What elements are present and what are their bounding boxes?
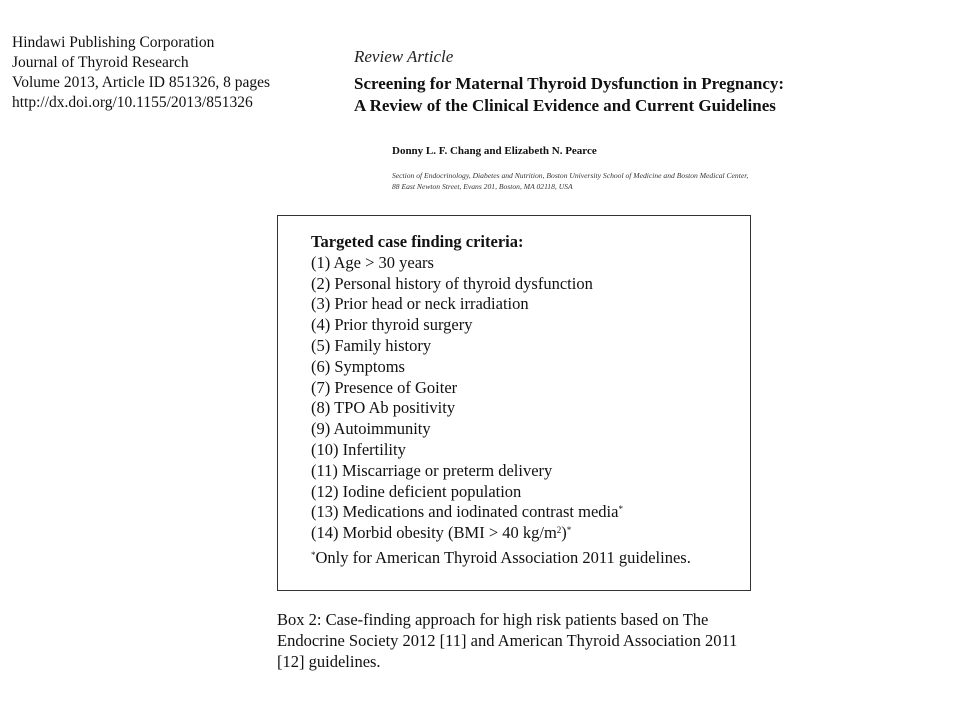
box-caption — [277, 609, 757, 672]
criteria-item: (1) Age > 30 years — [311, 252, 434, 272]
criteria-item-14-text: (14) Morbid obesity (BMI > 40 kg/m — [311, 523, 557, 543]
article-title — [354, 73, 784, 117]
affiliation-line-1: Section of Endocrinology, Diabetes and Nutrition, Boston University School of Medicine and Boston Medical Center, — [392, 171, 749, 180]
affiliation-line-2: 88 East Newton Street, Evans 201, Boston, MA 02118, USA — [392, 182, 573, 191]
criteria-box — [277, 215, 751, 591]
journal-name: Journal of Thyroid Research — [12, 54, 189, 71]
criteria-item-13 — [311, 502, 691, 523]
caption-line-3: [12] guidelines. — [277, 652, 381, 671]
doi-link[interactable]: http://dx.doi.org/10.1155/2013/851326 — [12, 94, 253, 111]
caption-line-2: Endocrine Society 2012 [11] and American Thyroid Association 2011 — [277, 631, 738, 650]
footnote-asterisk: * — [311, 549, 316, 560]
caption-line-1: Box 2: Case-finding approach for high risk patients based on The — [277, 610, 709, 629]
publisher-name: Hindawi Publishing Corporation — [12, 34, 215, 51]
criteria-item: (8) TPO Ab positivity — [311, 398, 456, 418]
criteria-item-14-close: ) — [561, 523, 567, 543]
article-authors: Donny L. F. Chang and Elizabeth N. Pearce — [392, 145, 597, 157]
criteria-item: (10) Infertility — [311, 439, 406, 459]
criteria-item: (6) Symptoms — [311, 356, 405, 376]
criteria-item: (4) Prior thyroid surgery — [311, 315, 473, 335]
criteria-box-content — [311, 232, 691, 569]
criteria-item-13-text: (13) Medications and iodinated contrast media — [311, 502, 619, 522]
criteria-item: (12) Iodine deficient population — [311, 481, 522, 501]
article-type: Review Article — [354, 47, 454, 66]
criteria-item: (9) Autoimmunity — [311, 419, 431, 439]
criteria-item: (5) Family history — [311, 335, 432, 355]
superscript-exponent: 2 — [556, 525, 562, 536]
footnote-text: Only for American Thyroid Association 2011 guidelines. — [315, 547, 691, 567]
publication-info — [12, 33, 270, 113]
author-affiliation — [392, 170, 748, 192]
criteria-item: (2) Personal history of thyroid dysfunction — [311, 273, 593, 293]
footnote-asterisk: * — [618, 504, 623, 515]
criteria-item: (3) Prior head or neck irradiation — [311, 294, 529, 314]
criteria-footnote — [311, 548, 691, 569]
article-title-line-1: Screening for Maternal Thyroid Dysfunction in Pregnancy: — [354, 74, 785, 93]
volume-info: Volume 2013, Article ID 851326, 8 pages — [12, 74, 271, 91]
criteria-heading: Targeted case finding criteria: — [311, 232, 524, 251]
criteria-item: (11) Miscarriage or preterm delivery — [311, 460, 553, 480]
footnote-asterisk: * — [566, 525, 572, 536]
criteria-item-14 — [311, 523, 691, 544]
criteria-item: (7) Presence of Goiter — [311, 377, 458, 397]
article-title-line-2: A Review of the Clinical Evidence and Current Guidelines — [354, 96, 776, 115]
